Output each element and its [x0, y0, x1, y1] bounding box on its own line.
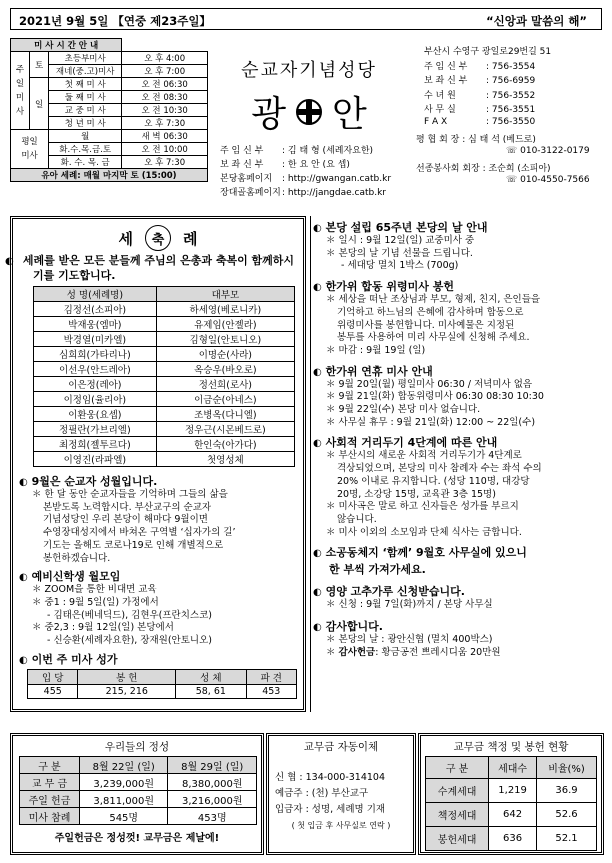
- baptism-table: 성 명(세례명) 대부모 김정선(소피아) 하세영(베로니카) 박재웅(엠마) 유제임(안젤라) 박경열(미카엘) 김형일(안토니오) 심희희(가타리나) 이명순(사라) 이선우(안드레아) 옥승우(바오로) 이은정(레아) 정선희(로사) 이정임(율리아) 이금순(아네스) 이환웅(요셉) 조병옥(다니엘) 정필란(가브리엘) 정우근(시몬베드로) 최정희(젤투르다) 한인숙(아가다) 이영진(라파엘) 첫영성체: [33, 286, 295, 467]
- table-cell: 3,239,000원: [79, 774, 168, 791]
- half-circle-icon: ◐: [313, 438, 322, 450]
- table-cell: 636: [489, 827, 537, 851]
- contact-info: 부산시 수영구 광일로29번길 51 주 임 신 부 : 756-3554 보 좌 신 부 : 756-6959 수 녀 원 : 756-3552 사 무 실 : 756-3551 F A X : 756-3550 평 협 회 장 : 심 태 석 (베드로) ☏ 010-3122-0179 선종봉사회 회장 : 조순희 (소피아) ☏ 010-4550-7566: [416, 44, 602, 190]
- table-cell: 조병옥(다니엘): [156, 407, 294, 422]
- mass-time: 오 전 10:00: [122, 143, 208, 156]
- table-cell: 이선우(안드레아): [34, 362, 157, 377]
- table-row: [34, 347, 295, 362]
- table-cell: 첫영성체: [156, 452, 294, 467]
- table-row: [20, 808, 257, 825]
- table-cell: 유제임(안젤라): [156, 317, 294, 332]
- pepper-heading: ◐ 영양 고추가루 신청받습니다.: [313, 585, 465, 599]
- mass-name: 화. 수. 목. 금: [49, 156, 122, 169]
- table-cell: 36.9: [537, 779, 597, 803]
- table-cell: 교 무 금: [20, 774, 80, 791]
- table-cell: 이환웅(요셉): [34, 407, 157, 422]
- baptism-heading: ◐ 세례를 받은 모든 분들께 주님의 은총과 축복이 함께하시기를 기도합니다.: [5, 254, 295, 282]
- mass-time: 새 벽 06:30: [122, 130, 208, 143]
- magazine-heading: ◐ 소공동체지 ‘함께’ 9월호 사무실에 있으니: [313, 546, 527, 560]
- mass-name: 교 중 미 사: [49, 104, 122, 117]
- status-table: 구 분 세대수 비율(%) 수계세대 1,219 36.9 책정세대 642 52.6 봉헌세대 636 52.1: [425, 756, 597, 851]
- mass-name: 초등부미사: [49, 52, 122, 65]
- council-head: 평 협 회 장 : 심 태 석 (베드로): [416, 134, 536, 145]
- table-cell: 수계세대: [426, 779, 489, 803]
- table-row: [34, 437, 295, 452]
- sunday-mass-label: 주 일 미 사: [11, 52, 30, 130]
- table-row: [34, 362, 295, 377]
- table-cell: 봉헌세대: [426, 827, 489, 851]
- priest-info: 주 임 신 부 : 김 태 형 (세례자요한) 보 좌 신 부 : 한 요 안 (요 셉) 본당홈페이지 : http://gwangan.catb.kr 장대골홈페이지: http://jangdae.catb.kr: [220, 146, 392, 198]
- motto: “신앙과 말씀의 해”: [486, 14, 587, 28]
- mass-name: 청 년 미 사: [49, 117, 122, 130]
- table-cell: 책정세대: [426, 803, 489, 827]
- table-cell: 이영진(라파엘): [34, 452, 157, 467]
- table-cell: 3,216,000원: [168, 791, 257, 808]
- table-cell: 545명: [79, 808, 168, 825]
- left-column: 세 축 례 ◐ 세례를 받은 모든 분들께 주님의 은총과 축복이 함께하시기를 기도합니다. 성 명(세례명) 대부모 김정선(소피아) 하세영(베로니카) 박재웅(엠마) 유제임(안젤라) 박경열(미카엘) 김형일(안토니오) 심희희(가타리나) 이명순(사라) 이선우(안드레아) 옥승우(바오로) 이은정(레아) 정선희(로사) 이정임(율리아) 이금순(아네스) 이환웅(요셉) 조병옥(다니엘) 정필란(가브리엘) 정우근(시몬베드로) 최정희(젤투르다) 한인숙(아가다) 이영진(라파엘) 첫영성체 ◐ 9월은 순교자 성월입니다. ＊ 한 달 동안 순교자들을 기억하며 그들의 삶을 본받도록 노력합시다. 부산교구의 순교자 기념성당인 우리 본당이 해마다 9월이면 수영장대성지에서 바쳐온 구역별 ‘십자가의 길’ 기도는 올해도 코로나19로 인해 개별적으로 봉헌하겠습니다. ◐ 예비신학생 월모임 ＊ ZOOM을 통한 비대면 교육 ＊ 중1 : 9월 5일(일) 가정에서 - 김태은(베네딕드), 김현우(프란치스코) ＊ 중2,3 : 9월 12일(일) 본당에서 - 신승환(세례자요한), 장재원(안토니오) ◐ 이번 주 미사 성가 입 당 봉 헌 성 체 파 견 455 215, 216 58, 61 453: [10, 216, 306, 712]
- thanks-heading: ◐ 감사합니다.: [313, 620, 383, 634]
- mass-time: 오 후 7:30: [122, 117, 208, 130]
- header-bar: [10, 8, 602, 30]
- table-row: [34, 392, 295, 407]
- table-row: [34, 407, 295, 422]
- mass-time: 오 후 7:30: [122, 156, 208, 169]
- table-cell: 김정선(소피아): [34, 302, 157, 317]
- table-cell: 정필란(가브리엘): [34, 422, 157, 437]
- table-row: [20, 774, 257, 791]
- table-cell: 이금순(아네스): [156, 392, 294, 407]
- mass-time: 오 후 4:00: [122, 52, 208, 65]
- half-circle-icon: ◐: [19, 477, 28, 488]
- celebration-badge: 축: [145, 225, 171, 251]
- half-circle-icon: ◐: [313, 282, 322, 294]
- auto-transfer-box: 교무금 자동이체 신 협 : 134-000-314104 예금주 : (천) 부산교구 입금자 : 성명, 세례명 기재 ( 첫 입금 후 사무실로 연락 ): [266, 733, 416, 855]
- mass-time: 오 전 06:30: [122, 78, 208, 91]
- distancing-heading: ◐ 사회적 거리두기 4단계에 따른 안내: [313, 436, 498, 450]
- table-cell: 정선희(로사): [156, 377, 294, 392]
- hymns-table: 입 당 봉 헌 성 체 파 견 455 215, 216 58, 61 453: [27, 669, 297, 700]
- mass-time: 오 전 08:30: [122, 91, 208, 104]
- table-cell: 정우근(시몬베드로): [156, 422, 294, 437]
- table-row: [426, 803, 597, 827]
- half-circle-icon: ◐: [313, 366, 322, 378]
- table-cell: 한인숙(아가다): [156, 437, 294, 452]
- mass-schedule: 미 사 시 간 안 내 주 일 미 사 토 초등부미사 오 후 4:00 재네(중.고)미사 오 후 7:00 일 첫 째 미 사 오 전 06:30 둘 째 미 사 오 전 08:30 교 중 미 사 오 전 10:30 청 년 미 사 오 후 7:30 평일 미사 월 새 벽 06:30 화.수.목.금.토 오 전 10:00 화. 수. 목. 금 오 후 7:30 유아 세례: 매월 마지막 토 (15:00): [10, 38, 208, 182]
- table-cell: 1,219: [489, 779, 537, 803]
- table-row: [34, 452, 295, 467]
- table-row: [34, 317, 295, 332]
- parish-name: 순교자기념성당: [241, 60, 377, 81]
- table-cell: 박경열(미카엘): [34, 332, 157, 347]
- offering-footer: 주일헌금은 정성껏! 교무금은 제날에!: [54, 833, 220, 844]
- mass-name: 둘 째 미 사: [49, 91, 122, 104]
- baptism-title: 세 축 례: [19, 225, 297, 251]
- weekday-mass-label: 평일 미사: [11, 130, 49, 169]
- holiday-heading: ◐ 한가위 연휴 미사 안내: [313, 364, 433, 378]
- auto-transfer-title: 교무금 자동이체: [303, 741, 379, 753]
- table-cell: 김형일(안토니오): [156, 332, 294, 347]
- table-cell: 주일 헌금: [20, 791, 80, 808]
- half-circle-icon: ◐: [313, 548, 322, 560]
- table-cell: 심희희(가타리나): [34, 347, 157, 362]
- issue-date: 2021년 9월 5일 【연중 제23주일】: [19, 14, 211, 28]
- table-cell: 옥승우(바오로): [156, 362, 294, 377]
- table-cell: 최정희(젤투르다): [34, 437, 157, 452]
- half-circle-icon: ◐: [313, 622, 322, 634]
- anniv-heading: ◐ 본당 설립 65주년 본당의 날 안내: [313, 221, 488, 234]
- mass-name: 월: [49, 130, 122, 143]
- council-phone: ☏ 010-3122-0179: [506, 146, 590, 157]
- offering-table: 구 분 8월 22일 (일) 8월 29일 (일) 교 무 금 3,239,000원 8,380,000원 주일 헌금 3,811,000원 3,216,000원 미사 참례 545명 453명: [19, 756, 257, 825]
- news-column: ◐ 본당 설립 65주년 본당의 날 안내 ＊ 일시 : 9월 12일(일) 교중미사 중 ＊ 본당의 날 기념 선물을 드립니다. - 세대당 멸치 1박스 (700g) ◐ 한가위 합동 위령미사 봉헌 ＊ 세상을 떠난 조상님과 부모, 형제, 친지, 은인들을 기억하고 하느님의 은혜에 감사하며 합동으로 위령미사를 봉헌합니다. 미사예물은 지정된 봉투를 사용하여 미리 사무실에 신청해 주세요. ＊ 마감 : 9월 19일 (일) ◐ 한가위 연휴 미사 안내 ＊ 9월 20일(월) 평일미사 06:30 / 저녁미사 없음 ＊ 9월 21일(화) 합동위령미사 06:30 08:30 10:30 ＊ 9월 22일(수) 본당 미사 없습니다. ＊ 사무실 휴무 : 9월 21일(화) 12:00 ~ 22일(수) ◐ 사회적 거리두기 4단계에 따른 안내 ＊ 부산시의 새로운 사회적 거리두기가 4단계로 격상되었으며, 본당의 미사 참례자 수는 좌석 수의 20% 이내로 유지합니다. (성당 110명, 대강당 20명, 소강당 15명, 교육관 3층 15명) ＊ 미사곡은 말로 하고 신자들은 성가를 부르지 않습니다. ＊ 미사 이외의 소모임과 단체 식사는 금합니다. ◐ 소공동체지 ‘함께’ 9월호 사무실에 있으니 한 부씩 가져가세요. ◐ 영양 고추가루 신청받습니다. ＊ 신청 : 9월 7일(화)까지 / 본당 사무실 ◐ 감사합니다. ＊ 본당의 날 : 광안신협 (멸치 400박스) ＊ 감사헌금: 황금공전 쁘레시디움 20만원: [310, 216, 604, 712]
- infant-baptism-note: 유아 세례: 매월 마지막 토 (15:00): [11, 169, 208, 182]
- table-cell: 453명: [168, 808, 257, 825]
- mass-schedule-title: 미 사 시 간 안 내: [11, 39, 122, 52]
- table-row: [20, 791, 257, 808]
- table-row: [426, 827, 597, 851]
- table-row: [34, 422, 295, 437]
- table-row: [426, 779, 597, 803]
- mass-time: 오 전 10:30: [122, 104, 208, 117]
- mass-time: 오 후 7:00: [122, 65, 208, 78]
- table-cell: 미사 참례: [20, 808, 80, 825]
- half-circle-icon: ◐: [19, 654, 28, 666]
- half-circle-icon: ◐: [313, 587, 322, 599]
- offering-box: [10, 733, 264, 855]
- memorial-heading: ◐ 한가위 합동 위령미사 봉헌: [313, 280, 454, 294]
- table-cell: 8,380,000원: [168, 774, 257, 791]
- table-cell: 642: [489, 803, 537, 827]
- table-row: [34, 377, 295, 392]
- status-box: [418, 733, 604, 855]
- status-title: 교무금 책정 및 봉헌 현황: [453, 741, 569, 753]
- catechumen-heading: ◐ 예비신학생 월모임: [19, 570, 121, 584]
- mass-name: 첫 째 미 사: [49, 78, 122, 91]
- offering-title: 우리들의 정성: [104, 741, 170, 753]
- table-row: [34, 332, 295, 347]
- table-cell: 이정임(율리아): [34, 392, 157, 407]
- table-row: [34, 302, 295, 317]
- table-cell: 하세영(베로니카): [156, 302, 294, 317]
- half-circle-icon: ◐: [19, 572, 28, 584]
- table-cell: 3,811,000원: [79, 791, 168, 808]
- cross-logo-icon: [294, 97, 324, 127]
- table-cell: 52.6: [537, 803, 597, 827]
- funeral-head: 선종봉사회 회장 : 조순희 (소피아): [416, 163, 551, 174]
- funeral-phone: ☏ 010-4550-7566: [506, 175, 590, 186]
- mass-name: 재네(중.고)미사: [49, 65, 122, 78]
- table-cell: 이명순(사라): [156, 347, 294, 362]
- hymns-heading: ◐ 이번 주 미사 성가: [19, 652, 118, 666]
- table-cell: 52.1: [537, 827, 597, 851]
- martyrs-heading: ◐ 9월은 순교자 성월입니다.: [19, 475, 158, 488]
- mass-name: 화.수.목.금.토: [49, 143, 122, 156]
- table-cell: 박재웅(엠마): [34, 317, 157, 332]
- table-cell: 이은정(레아): [34, 377, 157, 392]
- parish-title: 순교자기념성당 광 안: [214, 56, 404, 137]
- half-circle-icon: ◐: [313, 223, 322, 234]
- address: 부산시 수영구 광일로29번길 51: [424, 47, 552, 57]
